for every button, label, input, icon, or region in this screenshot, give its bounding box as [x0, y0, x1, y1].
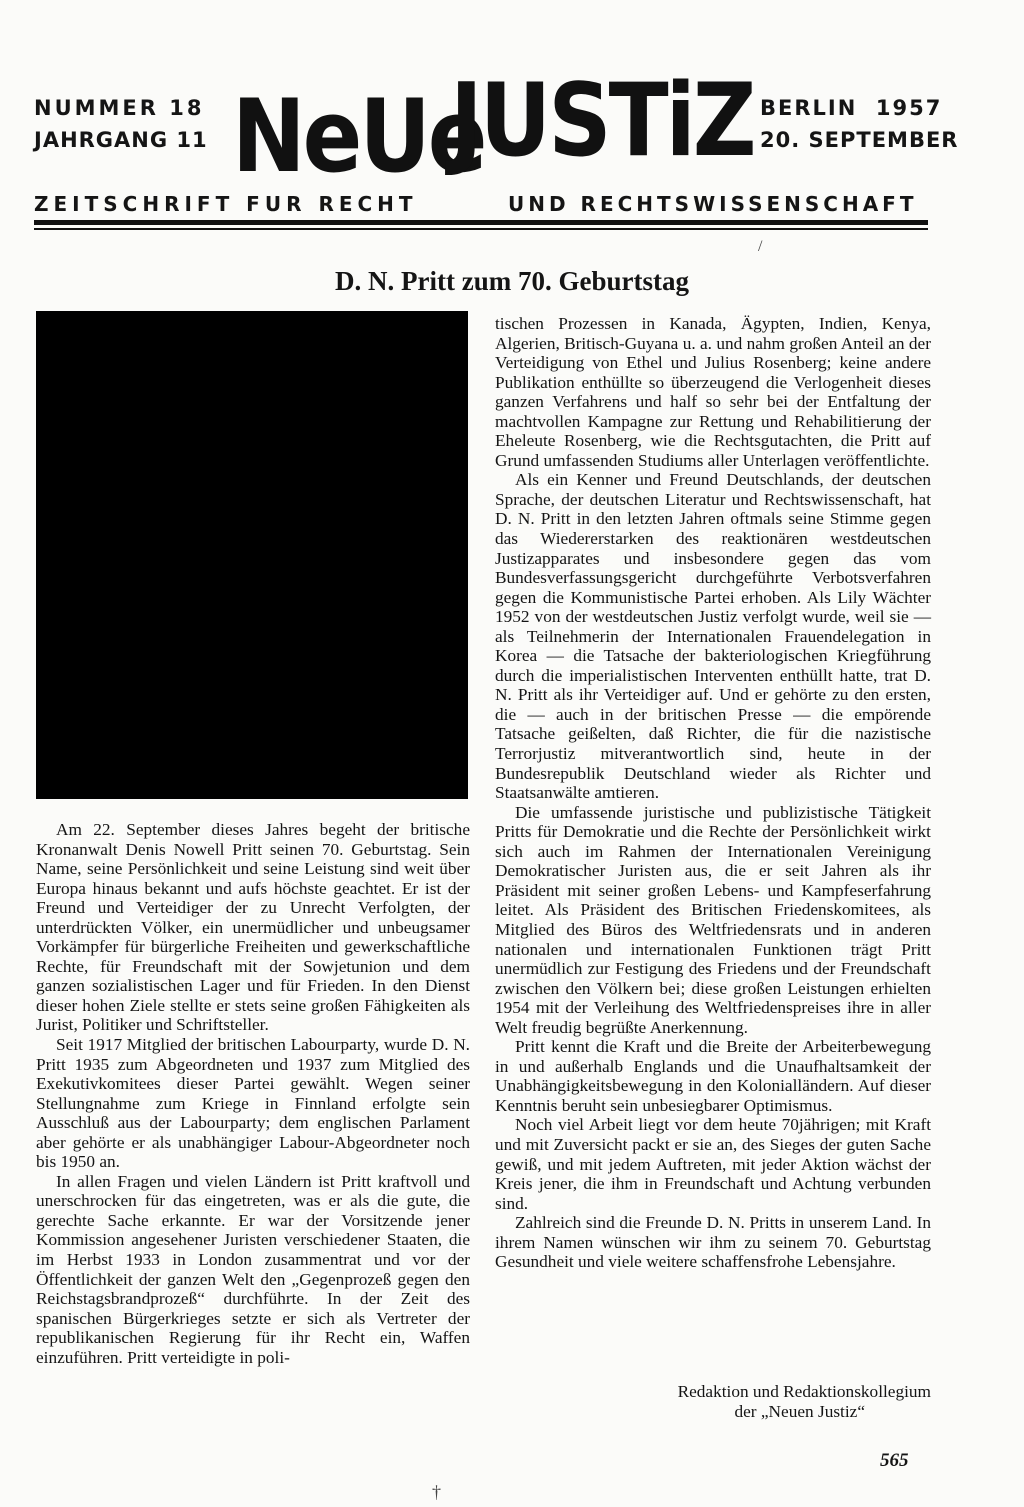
- masthead-rule-thin: [34, 228, 928, 230]
- logo-word-justiz: JUSTiZ: [450, 60, 754, 180]
- left-column: [36, 820, 470, 1367]
- paragraph: Am 22. September dieses Jahres begeht der britische Kronanwalt Denis Nowell Pritt seinen 70. Geburtstag. Sein Name, seine Persönlichkeit und seine Leistung sind weit über Europa hinaus bekannt und aufs höchste geachtet. Er ist der Freund und Verteidiger der zu Unrecht Verfolgten, der unterdrückten Völker, ein unermüdlicher und unbeugsamer Vorkämpfer für bürgerliche Freiheiten und gewerkschaftliche Rechte, für Freundschaft mit der Sowjetunion und dem ganzen sozialistischen Lager und für Frieden. In den Dienst dieser hohen Ziele stellte er stets seine großen Fähigkeiten als Jurist, Politiker und Schriftsteller.: [36, 820, 470, 1035]
- stray-mark-bottom: †: [432, 1482, 441, 1502]
- volume-label: JAHRGANG 11: [34, 128, 208, 152]
- signature-line-1: Redaktion und Redaktionskollegium: [677, 1382, 931, 1401]
- issue-info: [34, 92, 208, 156]
- date-info: [760, 92, 958, 156]
- signature-line-2: der „Neuen Justiz“: [734, 1401, 865, 1421]
- signature: [495, 1382, 931, 1421]
- article-title: D. N. Pritt zum 70. Geburtstag: [335, 266, 689, 296]
- portrait-photo: [36, 311, 468, 799]
- paragraph: Pritt kennt die Kraft und die Breite der Arbeiterbewegung in und außerhalb Englands und die Unaufhaltsamkeit der Unabhängigkeitsbewegung in den Kolonialländern. Auf dieser Kenntnis beruht sein unbesiegbarer Optimismus.: [495, 1037, 931, 1115]
- place-year: BERLIN 1957: [760, 96, 943, 120]
- right-column: [495, 314, 931, 1272]
- subtitle-right: UND RECHTSWISSENSCHAFT: [508, 192, 918, 216]
- paragraph: Als ein Kenner und Freund Deutschlands, der deutschen Sprache, der deutschen Literatur und Rechtswissenschaft, hat D. N. Pritt in den letzten Jahren oftmals seine Stimme gegen das Wiedererstarken des reaktionären westdeutschen Justizapparates und insbesondere gegen das vom Bundesverfassungsgericht durchgeführte Verbotsverfahren gegen die Kommunistische Partei erhoben. Als Lily Wächter 1952 von der westdeutschen Justiz verfolgt wurde, weil sie — als Teilnehmerin der Internationalen Frauendelegation in Korea — die Tatsache der bakteriologischen Kriegführung durch die imperialistischen Interventen enthüllt hatte, trat D. N. Pritt als ihr Verteidiger auf. Und er gehörte zu den ersten, die — auch in der britischen Presse — die empörende Tatsache geißelten, daß Richter, die für die nazistische Terrorjustiz mitverantwortlich sind, heute in der Bundesrepublik Deutschland wieder als Richter und Staatsanwälte amtieren.: [495, 470, 931, 803]
- paragraph: Die umfassende juristische und publizistische Tätigkeit Pritts für Demokratie und die Rechte der Persönlichkeit wirkt sich auch im Rahmen der Internationalen Vereinigung Demokratischer Juristen aus, die er seit Jahren als ihr Präsident mit seiner großen Lebens- und Kampfeserfahrung leitet. Als Präsident des Britischen Friedenskomitees, als Mitglied des Büros des Weltfriedensrats und in anderen nationalen und internationalen Funktionen trägt Pritt unermüdlich zur Festigung des Friedens und der Freundschaft zwischen den Völkern bei; diese großen Leistungen erhielten 1954 mit der Verleihung des Weltfriedenspreises ihre in aller Welt freudig begrüßte Anerkennung.: [495, 802, 931, 1037]
- paragraph: In allen Fragen und vielen Ländern ist Pritt kraftvoll und unerschrocken für das eingetreten, was er als die gute, die gerechte Sache erkannte. Er war der Vorsitzende jener Kommission angesehener Juristen verschiedener Staaten, die im Herbst 1933 in London zusammentrat und vor der Öffentlichkeit der ganzen Welt den „Gegenprozeß gegen den Reichstagsbrandprozeß“ durchführte. In der Zeit des spanischen Bürgerkrieges setzte er sich als Vertreter der republikanischen Regierung für ihr Recht ein, Waffen einzuführen. Pritt verteidigte in poli-: [36, 1171, 470, 1367]
- paragraph: tischen Prozessen in Kanada, Ägypten, Indien, Kenya, Algerien, Britisch-Guyana u. a. und nahm großen Anteil an der Verteidigung von Ethel und Julius Rosenberg; keine andere Publikation enthüllte so überzeugend die Verlogenheit dieses ganzen Verfahrens und half so sehr bei der Entfaltung der machtvollen Kampagne zur Rettung und Rehabilitierung der Eheleute Rosenberg, wie die Rechtsgutachten, die Pritt auf Grund umfassenden Studiums aller Unterlagen veröffentlichte.: [495, 314, 931, 470]
- journal-logo: [228, 60, 754, 198]
- logo-word-neue: NeUe: [232, 76, 485, 196]
- subtitle-left: ZEITSCHRIFT FUR RECHT: [34, 192, 418, 216]
- issue-number: NUMMER 18: [34, 96, 205, 120]
- paragraph: Seit 1917 Mitglied der britischen Labourparty, wurde D. N. Pritt 1935 zum Abgeordneten und 1937 zum Mitglied des Exekutivkomitees dieser Partei gewählt. Wegen seiner Stellungnahme zum Kriege in Finnland erfolgte sein Ausschluß aus der Labourparty; dem englischen Parlament aber gehörte er als unabhängiger Labour-Abgeordneter noch bis 1950 an.: [36, 1035, 470, 1172]
- page-number: 565: [880, 1450, 909, 1471]
- issue-date: 20. SEPTEMBER: [760, 128, 959, 152]
- masthead-rule-thick: [34, 220, 928, 225]
- paragraph: Noch viel Arbeit liegt vor dem heute 70jährigen; mit Kraft und mit Zuversicht packt er sie an, des Sieges der guten Sache gewiß, und mit jedem Auftreten, mit jeder Aktion wächst der Kreis jener, die ihm in Freundschaft und Achtung verbunden sind.: [495, 1115, 931, 1213]
- paragraph: Zahlreich sind die Freunde D. N. Pritts in unserem Land. In ihrem Namen wünschen wir ihm zu seinem 70. Geburtstag Gesundheit und viele weitere schaffensfrohe Lebensjahre.: [495, 1213, 931, 1272]
- stray-mark: /: [758, 238, 763, 255]
